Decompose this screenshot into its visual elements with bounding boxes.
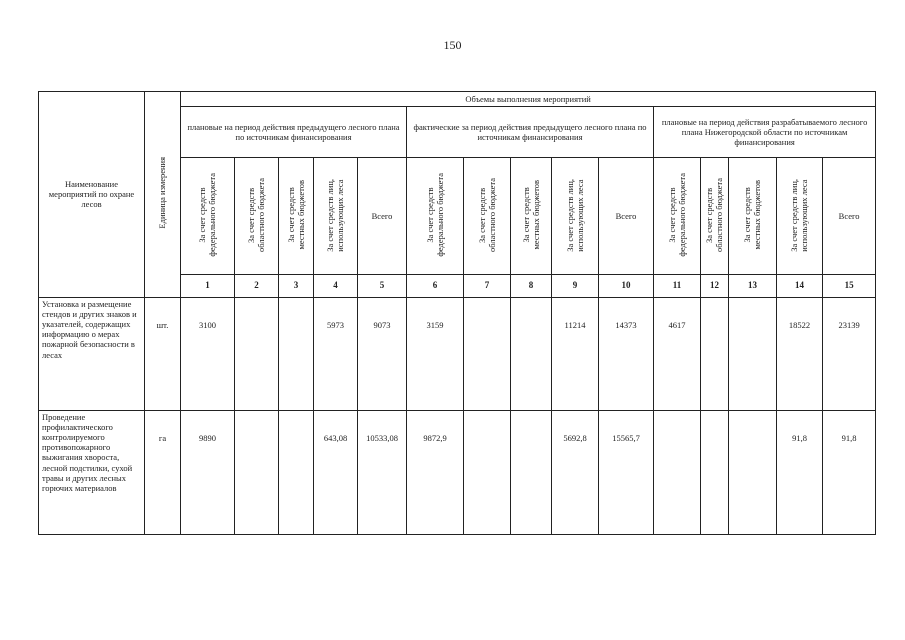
header-unit-label: Единица измерения	[157, 157, 168, 229]
row-value: 91,8	[777, 410, 823, 534]
header-total-3: Всего	[823, 158, 876, 275]
row-value	[701, 297, 729, 410]
row-value	[235, 297, 279, 410]
row-value: 4617	[654, 297, 701, 410]
row-value	[654, 410, 701, 534]
row-value	[701, 410, 729, 534]
row-value: 10533,08	[358, 410, 407, 534]
header-persons-1: За счет средств лиц, использующих леса	[314, 158, 358, 275]
header-group-planned-new: плановые на период действия разрабатываемого лесного плана Нижегородской области по источникам финансирования	[654, 107, 876, 158]
header-local-2: За счет средств местных бюджетов	[511, 158, 552, 275]
col-number: 5	[358, 275, 407, 298]
row-value	[235, 410, 279, 534]
row-name: Проведение профилактического контролируемого противопожарного выжигания хвороста, лесной подстилки, сухой травы и других лесных горючих материалов	[39, 410, 145, 534]
header-federal-2: За счет средств федерального бюджета	[407, 158, 464, 275]
header-row-1	[39, 92, 876, 107]
header-volumes: Объемы выполнения мероприятий	[181, 92, 876, 107]
col-number: 13	[729, 275, 777, 298]
row-value	[464, 297, 511, 410]
col-number: 4	[314, 275, 358, 298]
row-unit: га	[145, 410, 181, 534]
row-value: 9872,9	[407, 410, 464, 534]
header-group-actual-prev: фактические за период действия предыдущего лесного плана по источникам финансирования	[407, 107, 654, 158]
row-value: 643,08	[314, 410, 358, 534]
row-value: 9073	[358, 297, 407, 410]
header-persons-2: За счет средств лиц, использующих леса	[552, 158, 599, 275]
col-number: 12	[701, 275, 729, 298]
row-value: 23139	[823, 297, 876, 410]
row-value: 5692,8	[552, 410, 599, 534]
row-value: 15565,7	[599, 410, 654, 534]
row-value	[511, 410, 552, 534]
col-number: 11	[654, 275, 701, 298]
header-local-1: За счет средств местных бюджетов	[279, 158, 314, 275]
table-row	[39, 410, 876, 534]
row-value	[464, 410, 511, 534]
row-value: 9890	[181, 410, 235, 534]
header-name: Наименование мероприятий по охране лесов	[39, 92, 145, 298]
row-value	[279, 410, 314, 534]
row-value	[729, 410, 777, 534]
row-unit: шт.	[145, 297, 181, 410]
row-value: 18522	[777, 297, 823, 410]
col-number: 2	[235, 275, 279, 298]
row-value	[511, 297, 552, 410]
row-value: 11214	[552, 297, 599, 410]
row-value: 14373	[599, 297, 654, 410]
forest-protection-table	[38, 91, 876, 535]
col-number: 15	[823, 275, 876, 298]
row-value: 91,8	[823, 410, 876, 534]
header-federal-1: За счет средств федерального бюджета	[181, 158, 235, 275]
header-total-2: Всего	[599, 158, 654, 275]
header-federal-3: За счет средств федерального бюджета	[654, 158, 701, 275]
col-number: 1	[181, 275, 235, 298]
header-regional-2: За счет средств областного бюджета	[464, 158, 511, 275]
row-name: Установка и размещение стендов и других знаков и указателей, содержащих информацию о мерах пожарной безопасности в лесах	[39, 297, 145, 410]
header-total-1: Всего	[358, 158, 407, 275]
col-number: 3	[279, 275, 314, 298]
page-number: 150	[443, 38, 462, 52]
header-persons-3: За счет средств лиц, использующих леса	[777, 158, 823, 275]
row-value: 5973	[314, 297, 358, 410]
row-value: 3100	[181, 297, 235, 410]
row-value	[729, 297, 777, 410]
header-unit	[145, 92, 181, 298]
table-row	[39, 297, 876, 410]
header-regional-3: За счет средств областного бюджета	[701, 158, 729, 275]
col-number: 6	[407, 275, 464, 298]
col-number: 14	[777, 275, 823, 298]
row-value: 3159	[407, 297, 464, 410]
col-number: 10	[599, 275, 654, 298]
col-number: 7	[464, 275, 511, 298]
header-regional-1: За счет средств областного бюджета	[235, 158, 279, 275]
row-value	[279, 297, 314, 410]
header-group-planned-prev: плановые на период действия предыдущего лесного плана по источникам финансирования	[181, 107, 407, 158]
col-number: 8	[511, 275, 552, 298]
col-number: 9	[552, 275, 599, 298]
header-local-3: За счет средств местных бюджетов	[729, 158, 777, 275]
